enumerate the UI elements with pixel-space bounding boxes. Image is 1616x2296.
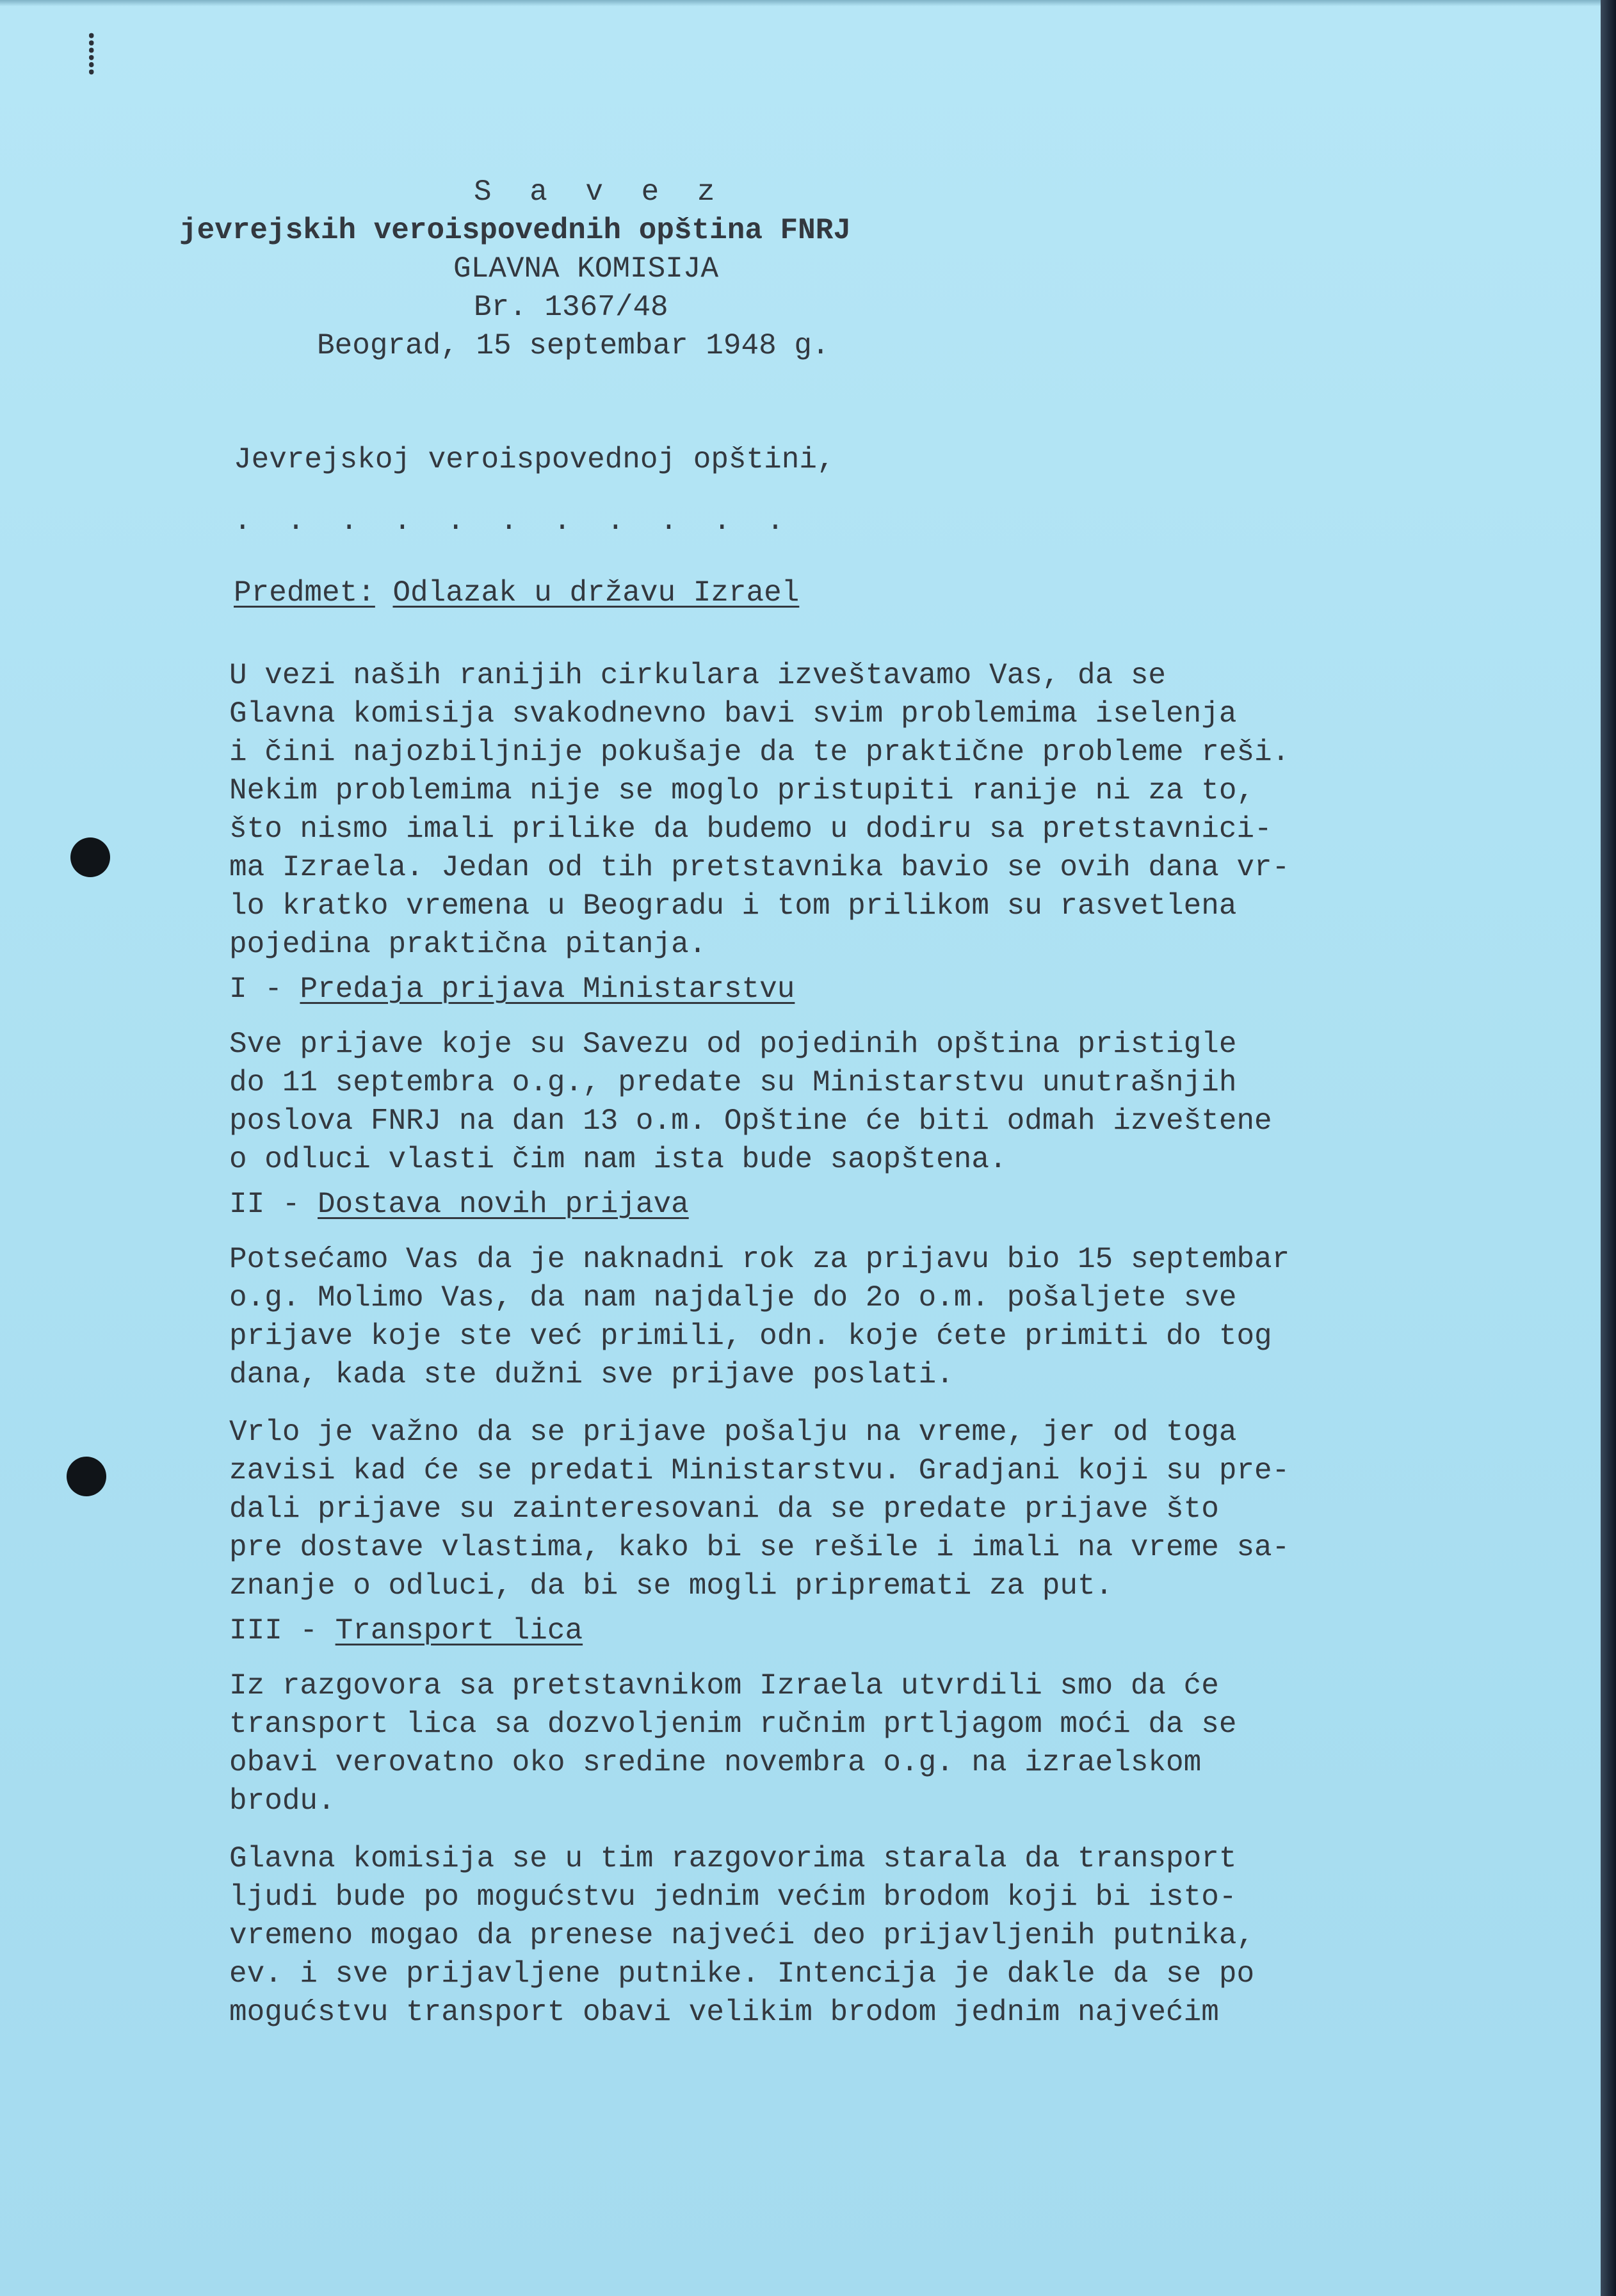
subject-label: Predmet: <box>234 576 375 610</box>
corner-marks: ⸽ <box>86 31 97 76</box>
section-title: Predaja prijava Ministarstvu <box>300 973 795 1006</box>
text-line: zavisi kad će se predati Ministarstvu. Gradjani koji su pre- <box>229 1454 1290 1487</box>
text-line: o.g. Molimo Vas, da nam najdalje do 2o o.m. pošaljete sve <box>229 1281 1237 1314</box>
place-date: Beograd, 15 septembar 1948 g. <box>317 329 830 362</box>
subject-text: Odlazak u državu Izrael <box>392 576 800 610</box>
intro-paragraph <box>229 656 1446 964</box>
text-line: ljudi bude po mogućstvu jednim većim brodom koji bi isto- <box>229 1880 1237 1914</box>
text-line: pre dostave vlastima, kako bi se rešile i imali na vreme sa- <box>229 1531 1290 1564</box>
addressee-placeholder: . . . . . . . . . . . <box>234 505 793 538</box>
text-line: brodu. <box>229 1784 335 1818</box>
section-number: I - <box>229 973 282 1006</box>
subject-line <box>234 576 799 610</box>
top-edge-shadow <box>0 0 1601 6</box>
text-line: mogućstvu transport obavi velikim brodom jednim najvećim <box>229 1996 1219 2029</box>
text-line: ma Izraela. Jedan od tih pretstavnika bavio se ovih dana vr- <box>229 851 1290 884</box>
text-line: Potsećamo Vas da je naknadni rok za prijavu bio 15 septembar <box>229 1243 1290 1276</box>
text-line: Vrlo je važno da se prijave pošalju na vreme, jer od toga <box>229 1416 1237 1449</box>
text-line: i čini najozbiljnije pokušaje da te praktične probleme reši. <box>229 736 1290 769</box>
punch-hole-bottom <box>67 1457 106 1496</box>
section-3-paragraph <box>229 1667 1446 1820</box>
text-line: o odluci vlasti čim nam ista bude saopštena. <box>229 1143 1007 1176</box>
addressee: Jevrejskoj veroispovednoj opštini, <box>234 443 835 476</box>
text-line: pojedina praktična pitanja. <box>229 928 707 961</box>
text-line: obavi verovatno oko sredine novembra o.g. na izraelskom <box>229 1746 1202 1779</box>
letter-body <box>229 656 1446 2032</box>
section-2-paragraph-2 <box>229 1413 1446 1605</box>
text-line: dana, kada ste dužni sve prijave poslati. <box>229 1358 954 1391</box>
section-2-paragraph <box>229 1240 1446 1394</box>
scan-edge <box>1601 0 1616 2296</box>
commission-name: GLAVNA KOMISIJA <box>453 252 719 286</box>
text-line: ev. i sve prijavljene putnike. Intencija je dakle da se po <box>229 1957 1255 1991</box>
text-line: prijave koje ste već primili, odn. koje ćete primiti do tog <box>229 1320 1272 1353</box>
text-line: znanje o odluci, da bi se mogli pripremati za put. <box>229 1569 1113 1603</box>
letterhead <box>154 173 986 365</box>
text-line: U vezi naših ranijih cirkulara izveštavamo Vas, da se <box>229 659 1167 692</box>
reference-number: Br. 1367/48 <box>474 291 668 324</box>
text-line: transport lica sa dozvoljenim ručnim prtljagom moći da se <box>229 1708 1237 1741</box>
text-line: do 11 septembra o.g., predate su Ministarstvu unutrašnjih <box>229 1066 1237 1099</box>
paragraph-gap <box>229 1820 1446 1839</box>
text-line: Nekim problemima nije se moglo pristupiti ranije ni za to, <box>229 774 1255 807</box>
section-heading-2 <box>229 1185 1446 1224</box>
section-heading-1 <box>229 970 1446 1008</box>
section-title: Dostava novih prijava <box>318 1188 689 1221</box>
text-line: lo kratko vremena u Beogradu i tom prilikom su rasvetlena <box>229 889 1237 923</box>
text-line: što nismo imali prilike da budemo u dodiru sa pretstavnici- <box>229 812 1272 846</box>
text-line: Glavna komisija se u tim razgovorima starala da transport <box>229 1842 1237 1875</box>
punch-hole-top <box>70 837 110 877</box>
text-line: Glavna komisija svakodnevno bavi svim problemima iselenja <box>229 697 1237 731</box>
text-line: Sve prijave koje su Savezu od pojedinih opština pristigle <box>229 1028 1237 1061</box>
text-line: dali prijave su zainteresovani da se predate prijave što <box>229 1492 1219 1526</box>
text-line: vremeno mogao da prenese najveći deo prijavljenih putnika, <box>229 1919 1255 1952</box>
section-1-paragraph <box>229 1025 1446 1179</box>
org-name: S a v e z <box>474 175 725 209</box>
section-heading-3 <box>229 1612 1446 1650</box>
section-3-paragraph-2 <box>229 1839 1446 2032</box>
paragraph-gap <box>229 1394 1446 1413</box>
text-line: poslova FNRJ na dan 13 o.m. Opštine će biti odmah izveštene <box>229 1104 1272 1138</box>
section-number: III - <box>229 1614 318 1647</box>
section-number: II - <box>229 1188 300 1221</box>
section-title: Transport lica <box>335 1614 583 1647</box>
org-subtitle: jevrejskih veroispovednih opština FNRJ <box>179 214 851 247</box>
text-line: Iz razgovora sa pretstavnikom Izraela utvrdili smo da će <box>229 1669 1219 1702</box>
